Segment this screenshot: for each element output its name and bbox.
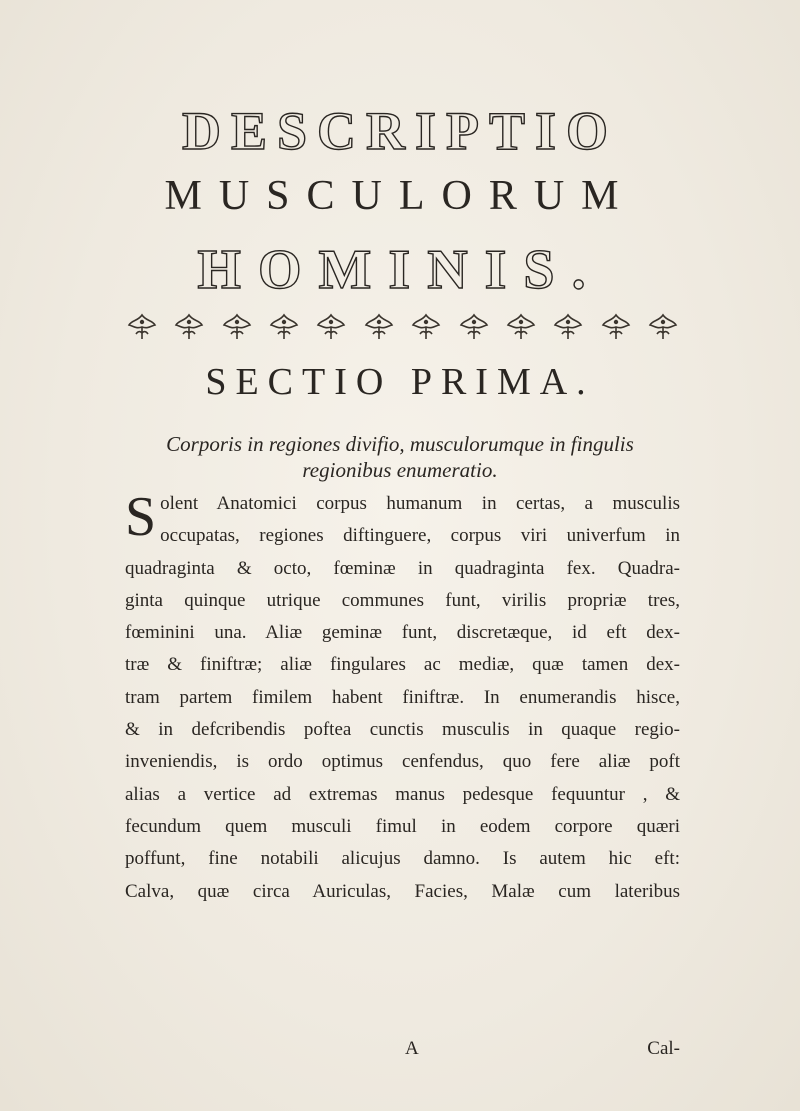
title-line-3: HOMINIS.: [197, 239, 603, 301]
fleuron-icon: [314, 312, 348, 342]
text-line: alias a vertice ad extremas manus pedesque fequuntur , &: [125, 783, 680, 805]
fleuron-icon: [646, 312, 680, 342]
text-line: Calva, quæ circa Auriculas, Facies, Malæ cum lateribus: [125, 880, 680, 902]
fleuron-icon: [409, 312, 443, 342]
signature-mark: A: [405, 1038, 419, 1059]
fleuron-icon: [125, 312, 159, 342]
fleuron-icon: [551, 312, 585, 342]
text-line: olent Anatomici corpus humanum in certas, a musculis: [160, 493, 680, 514]
text-line: ginta quinque utrique communes funt, virilis propriæ tres,: [125, 589, 680, 611]
title-line-1: DESCRIPTIO: [181, 101, 619, 161]
text-line: tram partem fimilem habent finiftræ. In enumerandis hisce,: [125, 686, 680, 708]
text-line: fœminini una. Aliæ geminæ funt, discretæque, id eft dex-: [125, 622, 680, 644]
text-line: & in defcribendis poftea cunctis musculis in quaque regio-: [125, 719, 680, 741]
ornament-row: [125, 310, 680, 344]
fleuron-icon: [504, 312, 538, 342]
text-line: inveniendis, is ordo optimus cenfendus, quo fere aliæ poft: [125, 751, 680, 773]
fleuron-icon: [457, 312, 491, 342]
fleuron-icon: [172, 312, 206, 342]
text-line: poffunt, fine notabili alicujus damno. Is autem hic eft:: [125, 848, 680, 870]
drop-cap: S: [125, 486, 157, 548]
fleuron-icon: [267, 312, 301, 342]
catchword: Cal-: [647, 1038, 680, 1059]
section-subtitle-line-1: Corporis in regiones divifio, musculorumque in fingulis: [166, 432, 634, 456]
body-text: [125, 488, 680, 908]
page-footer: [125, 1038, 680, 1064]
title-line-2: MUSCULORUM: [164, 173, 636, 219]
text-line: træ & finiftræ; aliæ fingulares ac mediæ, quæ tamen dex-: [125, 654, 680, 676]
text-line: fecundum quem musculi fimul in eodem corpore quæri: [125, 815, 680, 837]
text-line: occupatas, regiones diftinguere, corpus viri univerfum in: [160, 525, 680, 547]
fleuron-icon: [599, 312, 633, 342]
fleuron-icon: [220, 312, 254, 342]
fleuron-icon: [362, 312, 396, 342]
section-heading: SECTIO PRIMA.: [205, 361, 595, 403]
section-subtitle-line-2: regionibus enumeratio.: [302, 458, 498, 482]
text-line: quadraginta & octo, fœminæ in quadraginta fex. Quadra-: [125, 557, 680, 579]
